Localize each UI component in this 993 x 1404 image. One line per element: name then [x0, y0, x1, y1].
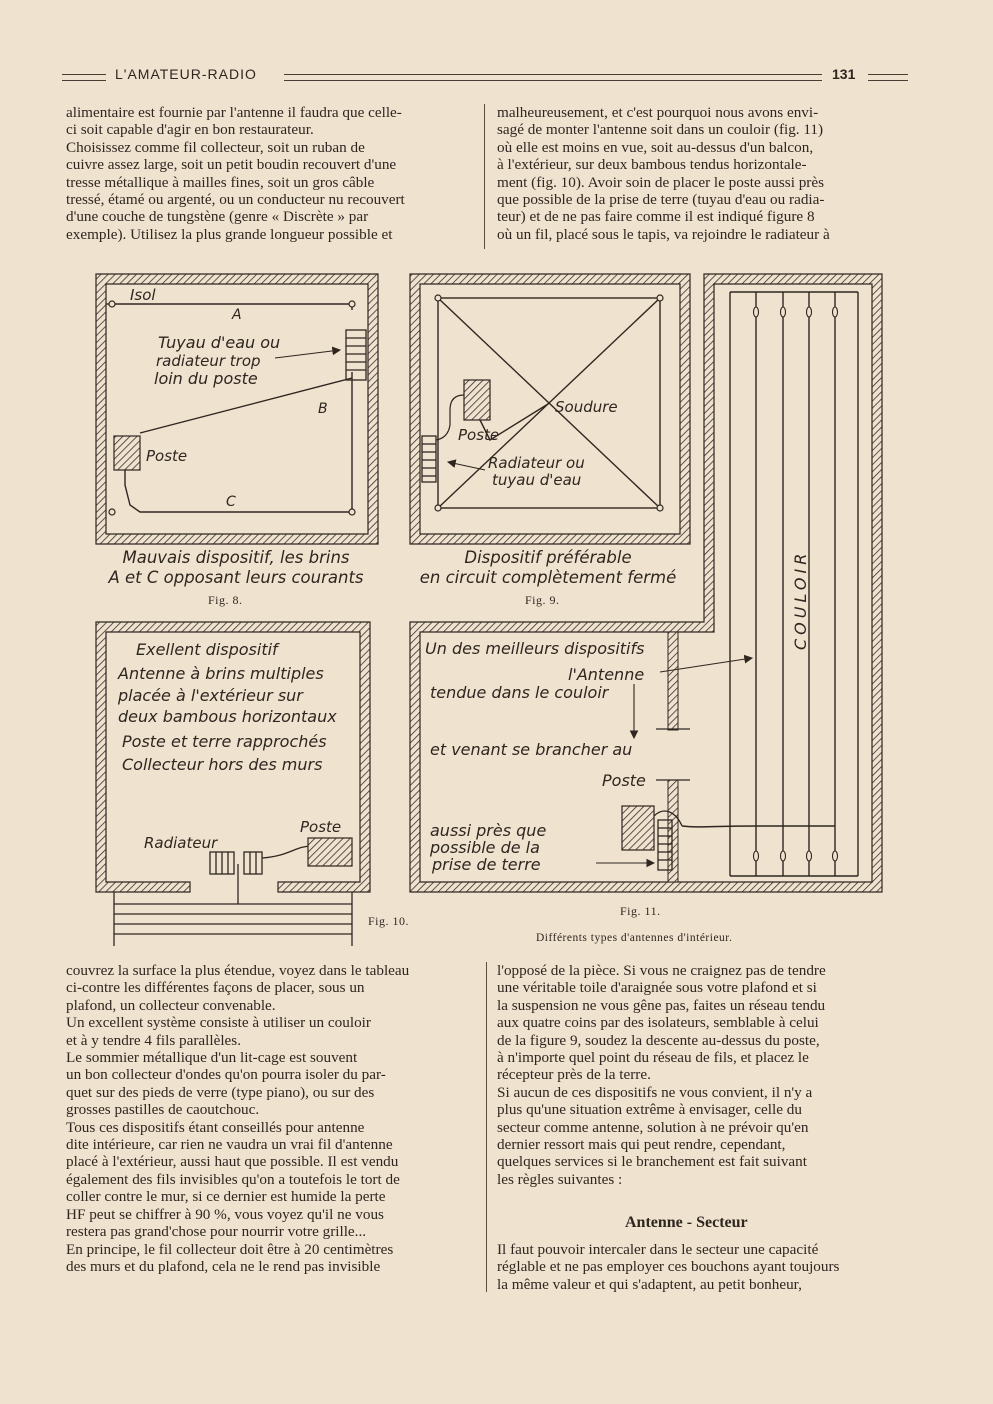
bottom-left-column: couvrez la surface la plus étendue, voyez dans le tableau ci-contre les différentes façons de placer, sous un plafond, un collecteur convenable. Un excellent système consiste à utiliser un couloir et à y tendre 4 fils parallèles. Le sommier métallique d'un lit-cage est souvent un bon collecteur d'ondes qu'on pourra isoler du par- quet sur des pieds de verre (type piano), ou sur des grosses pastilles de caoutchouc. Tous ces dispositifs étant conseillés pour antenne dite intérieure, car rien ne vaudra un vrai fil d'antenne placé à l'extérieur, aussi haut que possible. Il est vendu également des fils invisibles qu'on a toutefois le tort de coller contre le mur, si ce dernier est humide la perte HF peut se chiffrer à 90 %, vous voyez qu'il ne vous restera pas grand'chose pour nourrir votre grille... En principe, le fil collecteur doit être à 20 centimètres des murs et du plafond, cela ne le rend pas invisible: [66, 962, 410, 1275]
fig9-radiateur-line2: tuyau d'eau: [492, 471, 582, 489]
fig10-number: Fig. 10.: [368, 914, 410, 928]
fig8-tuyau-line3: loin du poste: [154, 369, 258, 388]
fig11-line3: tendue dans le couloir: [430, 683, 609, 702]
fig11-number: Fig. 11.: [620, 904, 661, 918]
fig8-poste-label: Poste: [146, 447, 188, 465]
fig11-line6: aussi près que: [430, 821, 547, 840]
fig10-line4: deux bambous horizontaux: [118, 707, 337, 726]
fig11-line1: Un des meilleurs dispositifs: [425, 639, 645, 658]
fig11-line4: et venant se brancher au: [430, 740, 633, 759]
fig8-tuyau-line1: Tuyau d'eau ou: [158, 333, 281, 352]
figures-subcaption: Différents types d'antennes d'intérieur.: [536, 932, 733, 944]
fig8-tuyau-line2: radiateur trop: [156, 352, 261, 370]
fig9-soudure-label: Soudure: [555, 398, 618, 416]
fig9-room-walls: [410, 274, 690, 544]
fig11-line5: Poste: [602, 771, 646, 790]
fig10-line2: Antenne à brins multiples: [118, 664, 324, 683]
fig8-poste-box: [114, 436, 140, 470]
fig8-insulator: [109, 301, 115, 307]
section-title: Antenne - Secteur: [625, 1214, 748, 1231]
fig10-line5: Poste et terre rapprochés: [122, 732, 327, 751]
fig10-line1: Exellent dispositif: [136, 640, 278, 659]
bottom-right-column-part1: l'opposé de la pièce. Si vous ne craignez pas de tendre une véritable toile d'araignée sous votre plafond et si la suspension ne vous gêne pas, faites un réseau tendu aux quatre coins par des isolateurs, semblable à celui de la figure 9, soudez la descente au-dessus du poste, à n'importe quel point du réseau de fils, et placez le récepteur près de la terre. Si aucun de ces dispositifs ne vous convient, il n'y a plus qu'une situation extrême à envisager, celle du secteur comme antenne, solution à ne prévoir qu'en dernier ressort mais qui peut rendre, cependant, quelques services si le branchement est fait suivant les règles suivantes :: [497, 962, 826, 1188]
fig11-line2: l'Antenne: [568, 665, 645, 684]
bottom-right-column-part2: Il faut pouvoir intercaler dans le secteur une capacité réglable et ne pas employer ces bouchons ayant toujours la même valeur et qui s'adaptent, au petit bonheur,: [497, 1241, 840, 1293]
fig8-number: Fig. 8.: [208, 593, 243, 607]
fig8-radiator-coil: [346, 330, 366, 380]
page-number: 131: [832, 66, 856, 82]
fig10-poste-box: [308, 838, 352, 866]
fig9-poste-box: [464, 380, 490, 420]
fig9-diagram: [410, 274, 690, 544]
fig11-line8: prise de terre: [432, 855, 541, 874]
fig11-line7: possible de la: [430, 838, 540, 857]
top-left-column: alimentaire est fournie par l'antenne il faudra que celle- ci soit capable d'agir en bon restaurateur. Choisissez comme fil collecteur, soit un ruban de cuivre assez large, soit un petit boudin recouvert d'une tresse métallique à mailles fines, soit un gros câble tressé, étamé ou argenté, ou un conducteur nu recouvert d'une couche de tungstène (genre « Discrète » par exemple). Utilisez la plus grande longueur possible et: [66, 104, 405, 243]
fig9-radiateur-line1: Radiateur ou: [488, 454, 585, 472]
fig10-line6: Collecteur hors des murs: [122, 755, 323, 774]
fig10-poste-label: Poste: [300, 818, 342, 836]
fig8-label-b: B: [318, 401, 328, 417]
fig9-caption: Dispositif préférable en circuit complètement fermé: [419, 548, 677, 587]
fig8-diagram: [96, 274, 378, 544]
fig8-label-a: A: [232, 307, 242, 323]
fig11-poste-box: [622, 806, 654, 850]
fig9-poste-label: Poste: [458, 426, 500, 444]
fig8-isol-label: Isol: [130, 286, 156, 304]
running-title: L'AMATEUR-RADIO: [115, 66, 257, 82]
fig9-radiator-coil: [422, 436, 436, 482]
fig11-couloir-label: COULOIR: [791, 549, 810, 650]
fig10-radiateur-label: Radiateur: [144, 834, 218, 852]
top-right-column: malheureusement, et c'est pourquoi nous avons envi- sagé de monter l'antenne soit dans un couloir (fig. 11) où elle est moins en vue, soit au-dessus d'un balcon, à l'extérieur, sur deux bambous tendus horizontale- ment (fig. 10). Avoir soin de placer le poste aussi près que possible de la prise de terre (tuyau d'eau ou radia- teur) et de ne pas faire comme il est indiqué figure 8 où un fil, placé sous le tapis, va rejoindre le radiateur à: [497, 104, 830, 243]
column-divider-bottom: [486, 962, 487, 1292]
fig8-label-c: C: [226, 494, 236, 510]
fig10-radiator: [210, 852, 262, 874]
fig10-diagram: [96, 622, 370, 946]
fig9-number: Fig. 9.: [525, 593, 560, 607]
fig10-line3: placée à l'extérieur sur: [118, 686, 303, 705]
fig8-wire-c: [125, 372, 352, 512]
fig8-caption: Mauvais dispositif, les brins A et C opposant leurs courants: [108, 548, 364, 587]
